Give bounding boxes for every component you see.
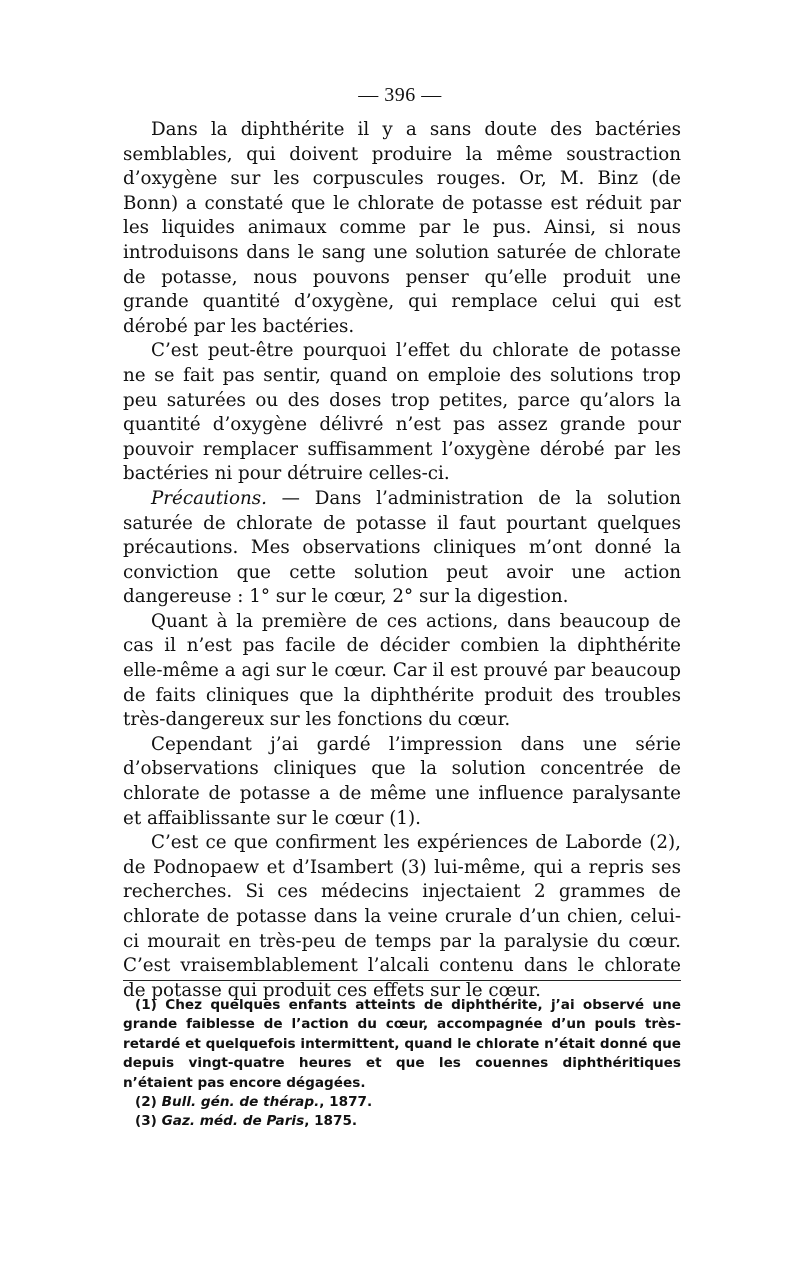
footnotes bbox=[123, 996, 681, 1132]
footnote-year: , 1875. bbox=[304, 1113, 358, 1130]
paragraph bbox=[123, 487, 681, 610]
paragraph: C’est ce que confirment les expériences de Laborde (2), de Podnopaew et d’Isambert (3) lui-même, qui a repris ses recherches. Si ces médecins injectaient 2 grammes de chlorate de potasse dans la veine crurale d’un chien, celui-ci mourait en très-peu de temps par la paralysie du cœur. C’est vraisemblablement l’alcali contenu dans le chlorate de potasse qui produit ces effets sur le cœur. bbox=[123, 832, 681, 1001]
paragraph: Dans la diphthérite il y a sans doute des bactéries semblables, qui doivent produire la même soustraction d’oxygène sur les corpuscules rouges. Or, M. Binz (de Bonn) a constaté que le chlorate de potasse est réduit par les liquides animaux comme par le pus. Ainsi, si nous introduisons dans le sang une solution saturée de chlorate de potasse, nous pouvons penser qu’elle produit une grande quantité d’oxygène, qui remplace celui qui est dérobé par les bactéries. bbox=[123, 119, 681, 337]
footnote-divider bbox=[123, 980, 681, 981]
paragraph: Quant à la première de ces actions, dans beaucoup de cas il n’est pas facile de décider combien la diphthérite elle-même a agi sur le cœur. Car il est prouvé par beaucoup de faits cliniques que la diphthérite produit des troubles très-dangereux sur les fonctions du cœur. bbox=[123, 610, 681, 731]
footnote-citation: Gaz. méd. de Paris bbox=[161, 1113, 305, 1130]
footnote bbox=[123, 1093, 681, 1112]
main-text bbox=[123, 118, 681, 1003]
footnote: (1) Chez quelques enfants atteints de diphthérite, j’ai observé une grande faiblesse de l’action du cœur, accompagnée d’un pouls très-retardé et quelquefois intermittent, quand le chlorate n’était donné que depuis vingt-quatre heures et que les couennes diphthéritiques n’étaient pas encore dégagées. bbox=[123, 997, 681, 1091]
footnote-year: , 1877. bbox=[319, 1094, 373, 1111]
footnote-label: (3) bbox=[135, 1113, 162, 1130]
footnote-label: (2) bbox=[135, 1094, 162, 1111]
footnote-citation: Bull. gén. de thérap. bbox=[161, 1094, 320, 1111]
paragraph: C’est peut-être pourquoi l’effet du chlorate de potasse ne se fait pas sentir, quand on emploie des solutions trop peu saturées ou des doses trop petites, parce qu’alors la quantité d’oxygène délivré n’est pas assez grande pour pouvoir remplacer suffisamment l’oxygène dérobé par les bactéries ni pour détruire celles-ci. bbox=[123, 340, 681, 485]
paragraph-text: — Dans l’administration de la solution saturée de chlorate de potasse il faut pourtant quelques précautions. Mes observations cliniques m’ont donné la conviction que cette solution peut avoir une action dangereuse : 1° sur le cœur, 2° sur la digestion. bbox=[123, 487, 681, 608]
paragraph: Cependant j’ai gardé l’impression dans une série d’observations cliniques que la solution concentrée de chlorate de potasse a de même une influence paralysante et affaiblissante sur le cœur (1). bbox=[123, 733, 681, 829]
section-heading: Précautions. bbox=[151, 487, 267, 509]
page-number: — 396 — bbox=[358, 84, 442, 106]
footnote bbox=[123, 1112, 681, 1131]
